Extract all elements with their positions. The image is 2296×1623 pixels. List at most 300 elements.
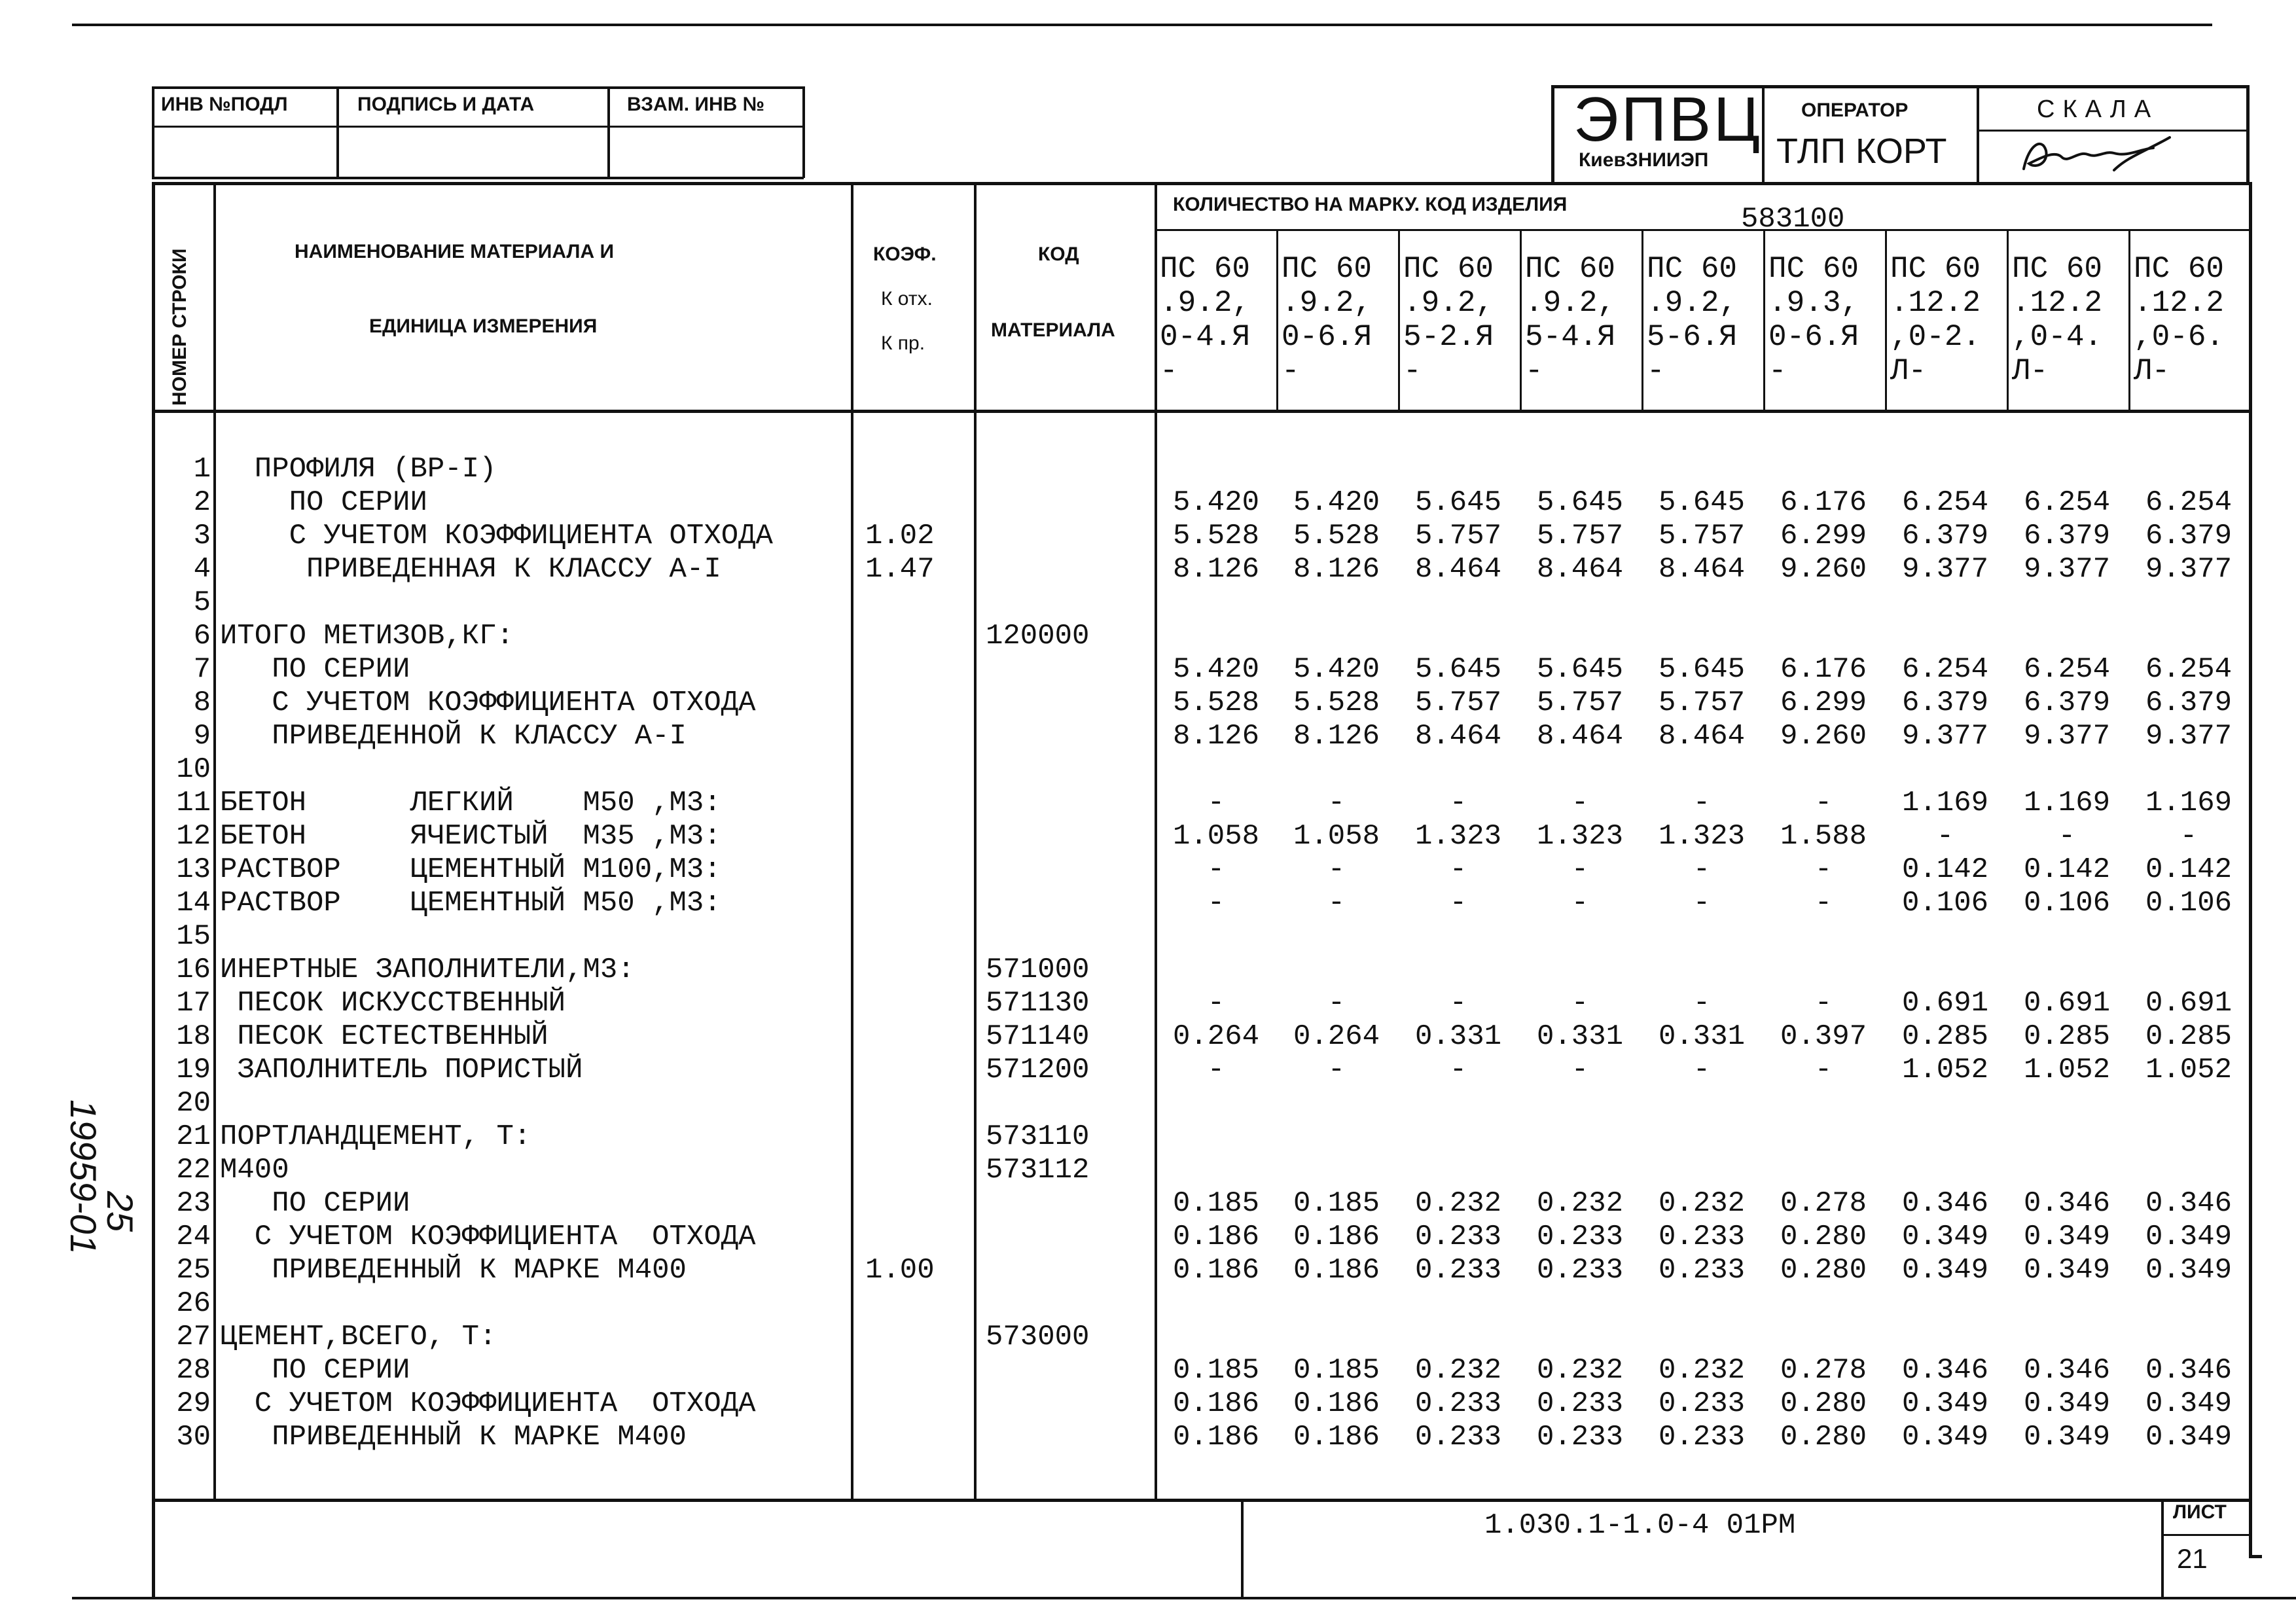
quantity-cell: 6.379 <box>2023 687 2111 719</box>
quantity-cell: 1.169 <box>2023 787 2111 819</box>
material-name: ПО СЕРИИ <box>220 1187 410 1220</box>
material-name: ПЕСОК ИСКУССТВЕННЫЙ <box>220 987 566 1020</box>
row-number: 19 <box>176 1054 211 1086</box>
quantity-cell: 0.186 <box>1172 1221 1260 1253</box>
org-name: ЭПВЦ <box>1573 84 1763 154</box>
material-name: ЦЕМЕНТ,ВСЕГО, Т: <box>220 1321 497 1353</box>
product-column-4-line1: ПС 60 <box>1525 252 1616 286</box>
quantity-cell: 6.254 <box>2145 653 2233 686</box>
material-code: 571140 <box>986 1020 1090 1053</box>
quantity-cell: 0.232 <box>1658 1354 1746 1387</box>
coefficient <box>865 1421 935 1454</box>
product-column-8-line3: ,0-4. <box>2012 320 2103 354</box>
quantity-cell: 0.233 <box>1536 1387 1624 1420</box>
material-codes <box>986 453 1089 1454</box>
quantity-cell: 9.377 <box>2023 553 2111 586</box>
quantity-cell: 5.528 <box>1293 520 1380 552</box>
quantity-cell: 0.106 <box>2023 887 2111 919</box>
coefficient <box>865 486 935 520</box>
row-number: 30 <box>176 1421 211 1454</box>
material-header-line2: ЕДИНИЦА ИЗМЕРЕНИЯ <box>369 315 598 337</box>
quantity-cell: 0.346 <box>2145 1354 2233 1387</box>
material-name: С УЧЕТОМ КОЭФФИЦИЕНТА ОТХОДА <box>220 520 773 552</box>
coefficient: 1.00 <box>865 1254 935 1287</box>
quantity-cell: 0.397 <box>1780 1020 1867 1053</box>
quantity-cell: 0.142 <box>2023 853 2111 886</box>
product-column-6-line3: 0-6.Я <box>1768 320 1859 354</box>
quantity-cell: 0.278 <box>1780 1354 1867 1387</box>
coefficient <box>865 1354 935 1387</box>
quantity-cell: 0.233 <box>1414 1254 1502 1287</box>
product-column-2-line4: - <box>1282 354 1300 388</box>
sheet-number: 21 <box>2177 1543 2208 1574</box>
row-number: 5 <box>193 586 211 619</box>
material-name: ПРИВЕДЕННОЙ К КЛАССУ А-I <box>220 720 687 753</box>
row-number-header: НОМЕР СТРОКИ <box>169 248 190 406</box>
quantity-cell: 0.331 <box>1414 1020 1502 1053</box>
quantity-cell: 0.280 <box>1780 1254 1867 1287</box>
material-code <box>986 887 1089 920</box>
material-code <box>986 1187 1089 1221</box>
material-code <box>986 1387 1089 1421</box>
quantity-cell: 8.464 <box>1658 553 1746 586</box>
quantity-cell: 0.691 <box>2145 987 2233 1020</box>
quantity-cell: 5.757 <box>1536 520 1624 552</box>
quantity-cell: 0.186 <box>1293 1421 1380 1454</box>
coefficient <box>865 1087 935 1120</box>
quantity-cell: - <box>1207 787 1225 819</box>
material-name <box>220 586 773 620</box>
quantity-cell: 0.106 <box>2145 887 2233 919</box>
quantity-cell: 0.186 <box>1172 1387 1260 1420</box>
row-number: 4 <box>193 553 211 586</box>
quantity-cell: 5.645 <box>1414 653 1502 686</box>
quantity-cell: 0.349 <box>2023 1221 2111 1253</box>
quantity-cell: 0.233 <box>1658 1254 1746 1287</box>
quantity-cell: - <box>1571 987 1589 1020</box>
quantity-cell: 6.379 <box>1901 520 1989 552</box>
row-numbers <box>164 453 211 1454</box>
row-number: 12 <box>176 820 211 853</box>
quantity-cell: 0.349 <box>2023 1421 2111 1454</box>
row-number: 29 <box>176 1387 211 1420</box>
coefficient <box>865 653 935 687</box>
quantity-cell: - <box>1693 887 1711 919</box>
row-number: 17 <box>176 987 211 1020</box>
product-column-5-line4: - <box>1647 354 1665 388</box>
quantity-cell: 0.346 <box>2023 1354 2111 1387</box>
quantity-cell: 0.142 <box>1901 853 1989 886</box>
coefficient <box>865 853 935 887</box>
material-code <box>986 920 1089 954</box>
row-number: 9 <box>193 720 211 753</box>
quantity-cell: 0.186 <box>1172 1254 1260 1287</box>
quantity-cell: 0.142 <box>2145 853 2233 886</box>
top-border <box>72 24 2212 26</box>
quantity-cell: 5.645 <box>1658 653 1746 686</box>
row-number: 13 <box>176 853 211 886</box>
product-column-9-line3: ,0-6. <box>2134 320 2225 354</box>
row-number: 1 <box>193 453 211 486</box>
quantity-cell: 0.349 <box>1901 1421 1989 1454</box>
quantity-cell: - <box>1814 987 1833 1020</box>
material-code: 571130 <box>986 987 1090 1020</box>
quantity-cell: 0.331 <box>1536 1020 1624 1053</box>
row-number: 28 <box>176 1354 211 1387</box>
quantity-cell: 9.260 <box>1780 720 1867 753</box>
material-name: ПО СЕРИИ <box>220 486 427 519</box>
row-number: 6 <box>193 620 211 652</box>
quantity-cell: - <box>1693 987 1711 1020</box>
quantity-cell: 8.464 <box>1658 720 1746 753</box>
product-column-3-line4: - <box>1403 354 1422 388</box>
quantity-cell: 0.232 <box>1658 1187 1746 1220</box>
material-name <box>220 1087 773 1120</box>
material-code: 120000 <box>986 620 1090 652</box>
quantity-cell: 0.349 <box>2023 1387 2111 1420</box>
row-number: 21 <box>176 1120 211 1153</box>
bottom-border <box>72 1597 2296 1599</box>
quantity-cell: - <box>1814 787 1833 819</box>
quantity-cell: 0.232 <box>1414 1187 1502 1220</box>
vzam-inv-label: ВЗАМ. ИНВ № <box>627 94 765 115</box>
quantity-cell: 6.379 <box>2145 687 2233 719</box>
quantity-cell: - <box>1571 853 1589 886</box>
quantity-cell: 0.233 <box>1536 1221 1624 1253</box>
quantity-cell: - <box>1207 887 1225 919</box>
row-number: 25 <box>176 1254 211 1287</box>
material-code <box>986 1354 1089 1387</box>
row-number: 2 <box>193 486 211 519</box>
row-number: 3 <box>193 520 211 552</box>
quantity-cell: 0.185 <box>1172 1187 1260 1220</box>
quantity-cell: 6.254 <box>2145 486 2233 519</box>
material-code: 571200 <box>986 1054 1090 1086</box>
product-column-4-line3: 5-4.Я <box>1525 320 1616 354</box>
quantity-cell: 6.299 <box>1780 687 1867 719</box>
material-code: 573110 <box>986 1120 1090 1153</box>
quantity-cell: - <box>1693 1054 1711 1086</box>
material-name: ПРОФИЛЯ (ВР-I) <box>220 453 497 486</box>
coefficient <box>865 1221 935 1254</box>
material-code <box>986 753 1089 787</box>
row-number: 11 <box>176 787 211 819</box>
quantity-cell: 5.757 <box>1414 687 1502 719</box>
material-code <box>986 687 1089 720</box>
quantity-cell: 1.323 <box>1658 820 1746 853</box>
product-column-9-line1: ПС 60 <box>2134 252 2225 286</box>
quantity-cell: 6.379 <box>1901 687 1989 719</box>
quantity-cell: 5.528 <box>1293 687 1380 719</box>
product-column-3-line1: ПС 60 <box>1403 252 1494 286</box>
inv-podl-label: ИНВ №ПОДЛ <box>161 94 288 115</box>
quantity-cell: 0.349 <box>1901 1254 1989 1287</box>
system-label: СКАЛА <box>2037 96 2159 123</box>
quantity-cell: - <box>1449 853 1467 886</box>
product-column-6-line4: - <box>1768 354 1787 388</box>
quantity-cell: 0.185 <box>1293 1354 1380 1387</box>
quantity-cell: - <box>1207 853 1225 886</box>
quantity-cell: 6.379 <box>2145 520 2233 552</box>
quantity-cell: 6.254 <box>2023 653 2111 686</box>
coefficient <box>865 1120 935 1154</box>
material-code <box>986 453 1089 486</box>
quantity-cell: 6.379 <box>2023 520 2111 552</box>
material-code <box>986 486 1089 520</box>
quantity-cell: 0.691 <box>1901 987 1989 1020</box>
material-name <box>220 1287 773 1321</box>
product-column-6-line1: ПС 60 <box>1768 252 1859 286</box>
quantity-cell: 0.233 <box>1658 1221 1746 1253</box>
row-number: 14 <box>176 887 211 919</box>
quantity-cell: - <box>1814 887 1833 919</box>
quantity-cell: - <box>1814 853 1833 886</box>
quantity-cell: 8.126 <box>1172 720 1260 753</box>
row-number: 26 <box>176 1287 211 1320</box>
quantity-cell: 0.346 <box>2023 1187 2111 1220</box>
material-name <box>220 920 773 954</box>
product-column-2-line1: ПС 60 <box>1282 252 1372 286</box>
row-number: 20 <box>176 1087 211 1120</box>
quantity-cell: - <box>1207 987 1225 1020</box>
product-code: 583100 <box>1741 203 1845 236</box>
material-code <box>986 720 1089 753</box>
quantity-cell: - <box>1207 1054 1225 1086</box>
code-header-line2: МАТЕРИАЛА <box>991 319 1115 341</box>
coefficient: 1.47 <box>865 553 935 586</box>
material-code <box>986 1421 1089 1454</box>
quantity-cell: 5.420 <box>1293 653 1380 686</box>
coefficient <box>865 720 935 753</box>
quantity-cell: 0.349 <box>1901 1221 1989 1253</box>
operator-value: ТЛП КОРТ <box>1776 132 1947 171</box>
quantity-cell: - <box>1571 787 1589 819</box>
quantity-cell: 0.264 <box>1172 1020 1260 1053</box>
quantity-cell: 0.106 <box>1901 887 1989 919</box>
product-column-5-line2: .9.2, <box>1647 286 1738 320</box>
coefficient <box>865 453 935 486</box>
row-number: 18 <box>176 1020 211 1053</box>
coefficient <box>865 920 935 954</box>
quantity-cell: 0.349 <box>2145 1421 2233 1454</box>
quantity-cell: 0.285 <box>2145 1020 2233 1053</box>
quantity-cell: 0.233 <box>1414 1421 1502 1454</box>
material-code: 571000 <box>986 954 1090 986</box>
quantity-cell: 0.264 <box>1293 1020 1380 1053</box>
quantity-cell: - <box>1449 1054 1467 1086</box>
quantity-cell: 1.169 <box>1901 787 1989 819</box>
quantity-cell: 9.377 <box>2145 720 2233 753</box>
quantity-cell: 8.126 <box>1293 553 1380 586</box>
coefficient <box>865 954 935 987</box>
material-name: РАСТВОР ЦЕМЕНТНЫЙ М50 ,М3: <box>220 887 721 919</box>
product-column-1-line3: 0-4.Я <box>1160 320 1251 354</box>
material-name: БЕТОН ЛЕГКИЙ М50 ,М3: <box>220 787 721 819</box>
coefficient <box>865 620 935 653</box>
material-name: ИНЕРТНЫЕ ЗАПОЛНИТЕЛИ,М3: <box>220 954 635 986</box>
product-column-7-line2: .12.2 <box>1890 286 1981 320</box>
quantity-cell: 1.058 <box>1293 820 1380 853</box>
quantity-cell: 0.185 <box>1172 1354 1260 1387</box>
quantity-cell: 0.186 <box>1293 1221 1380 1253</box>
coef-header-line3: К пр. <box>881 332 925 354</box>
coefficient <box>865 1154 935 1187</box>
quantity-cell: 0.233 <box>1414 1221 1502 1253</box>
quantity-cell: 1.052 <box>1901 1054 1989 1086</box>
product-column-9-line4: Л- <box>2134 354 2170 388</box>
row-number: 8 <box>193 687 211 719</box>
quantity-cell: 8.464 <box>1414 553 1502 586</box>
quantity-cell: 5.645 <box>1658 486 1746 519</box>
quantity-cell: 5.420 <box>1293 486 1380 519</box>
product-column-6-line2: .9.3, <box>1768 286 1859 320</box>
material-code <box>986 1254 1089 1287</box>
quantity-cell: 1.052 <box>2145 1054 2233 1086</box>
material-name: ПО СЕРИИ <box>220 653 410 686</box>
quantity-cell: 0.278 <box>1780 1187 1867 1220</box>
product-column-2-line3: 0-6.Я <box>1282 320 1372 354</box>
sheet-label: ЛИСТ <box>2173 1501 2227 1523</box>
quantity-cell: 0.349 <box>2023 1254 2111 1287</box>
material-name: ИТОГО МЕТИЗОВ,КГ: <box>220 620 514 652</box>
material-name: С УЧЕТОМ КОЭФФИЦИЕНТА ОТХОДА <box>220 1221 756 1253</box>
coefficient <box>865 1054 935 1087</box>
quantity-cell: 9.377 <box>2023 720 2111 753</box>
row-number: 16 <box>176 954 211 986</box>
quantity-cell: - <box>1327 787 1346 819</box>
quantity-cell: - <box>2058 820 2076 853</box>
coef-header-line1: КОЭФ. <box>873 243 937 265</box>
quantity-cell: 0.285 <box>1901 1020 1989 1053</box>
quantity-cell: 1.323 <box>1414 820 1502 853</box>
quantity-cell: - <box>1936 820 1954 853</box>
quantity-cell: 0.232 <box>1414 1354 1502 1387</box>
row-number: 23 <box>176 1187 211 1220</box>
material-name: РАСТВОР ЦЕМЕНТНЫЙ М100,М3: <box>220 853 721 886</box>
quantity-cell: 0.233 <box>1658 1387 1746 1420</box>
quantity-cell: - <box>1327 853 1346 886</box>
material-names <box>220 453 773 1454</box>
coefficient <box>865 987 935 1020</box>
material-header-line1: НАИМЕНОВАНИЕ МАТЕРИАЛА И <box>295 241 615 262</box>
quantity-cell: 0.346 <box>1901 1354 1989 1387</box>
quantity-cell: 0.691 <box>2023 987 2111 1020</box>
quantity-cell: - <box>1449 887 1467 919</box>
quantity-cell: 8.464 <box>1414 720 1502 753</box>
quantity-cell: 1.058 <box>1172 820 1260 853</box>
coefficient <box>865 787 935 820</box>
org-sub: КиевЗНИИЭП <box>1579 149 1709 171</box>
row-number: 27 <box>176 1321 211 1353</box>
quantity-cell: 0.233 <box>1536 1254 1624 1287</box>
quantity-cell: 1.169 <box>2145 787 2233 819</box>
quantity-cell: 6.254 <box>2023 486 2111 519</box>
row-number: 7 <box>193 653 211 686</box>
quantity-cell: 0.280 <box>1780 1387 1867 1420</box>
quantity-cell: 1.052 <box>2023 1054 2111 1086</box>
quantity-cell: 0.233 <box>1414 1387 1502 1420</box>
quantity-cell: 0.233 <box>1536 1421 1624 1454</box>
quantity-cell: 0.349 <box>2145 1387 2233 1420</box>
quantity-cell: - <box>1449 987 1467 1020</box>
podpis-data-label: ПОДПИСЬ И ДАТА <box>357 94 535 115</box>
archive-number: 19959-01 <box>63 1099 104 1255</box>
quantity-cell: 6.299 <box>1780 520 1867 552</box>
quantity-cell: 9.377 <box>1901 553 1989 586</box>
product-column-3-line2: .9.2, <box>1403 286 1494 320</box>
material-code <box>986 820 1089 853</box>
quantity-cell: 0.285 <box>2023 1020 2111 1053</box>
material-code <box>986 1087 1089 1120</box>
product-column-4-line2: .9.2, <box>1525 286 1616 320</box>
coefficient <box>865 687 935 720</box>
material-name: БЕТОН ЯЧЕИСТЫЙ М35 ,М3: <box>220 820 721 853</box>
quantity-cell: 5.757 <box>1658 687 1746 719</box>
quantity-cell: 1.323 <box>1536 820 1624 853</box>
quantity-cell: - <box>1449 787 1467 819</box>
quantity-cell: 0.346 <box>2145 1187 2233 1220</box>
material-code <box>986 586 1089 620</box>
material-name: ЗАПОЛНИТЕЛЬ ПОРИСТЫЙ <box>220 1054 583 1086</box>
product-column-2-line2: .9.2, <box>1282 286 1372 320</box>
quantity-cell: 0.185 <box>1293 1187 1380 1220</box>
quantity-cell: 0.232 <box>1536 1187 1624 1220</box>
quantity-cell: 5.528 <box>1172 520 1260 552</box>
coefficient <box>865 1287 935 1321</box>
row-number: 22 <box>176 1154 211 1186</box>
coefficient: 1.02 <box>865 520 935 552</box>
material-name: ПО СЕРИИ <box>220 1354 410 1387</box>
quantity-cell: - <box>1814 1054 1833 1086</box>
product-column-7-line1: ПС 60 <box>1890 252 1981 286</box>
material-name: С УЧЕТОМ КОЭФФИЦИЕНТА ОТХОДА <box>220 1387 756 1420</box>
material-name: С УЧЕТОМ КОЭФФИЦИЕНТА ОТХОДА <box>220 687 756 719</box>
material-code <box>986 553 1089 586</box>
product-column-9-line2: .12.2 <box>2134 286 2225 320</box>
quantity-cell: 6.254 <box>1901 486 1989 519</box>
quantity-cell: - <box>1693 787 1711 819</box>
quantity-cell: 0.331 <box>1658 1020 1746 1053</box>
product-column-4-line4: - <box>1525 354 1543 388</box>
quantity-cell: 0.280 <box>1780 1421 1867 1454</box>
quantity-cell: - <box>1327 887 1346 919</box>
coefficient <box>865 586 935 620</box>
operator-label: ОПЕРАТОР <box>1801 99 1909 121</box>
quantity-cell: 5.420 <box>1172 486 1260 519</box>
quantity-values <box>1157 453 2249 1474</box>
coefficient <box>865 820 935 853</box>
quantity-cell: - <box>1571 887 1589 919</box>
product-column-8-line4: Л- <box>2012 354 2049 388</box>
coefficients <box>865 453 935 1454</box>
product-column-1-line1: ПС 60 <box>1160 252 1251 286</box>
product-column-5-line1: ПС 60 <box>1647 252 1738 286</box>
page-number: 25 <box>99 1191 141 1232</box>
quantity-cell: 1.588 <box>1780 820 1867 853</box>
code-header-line1: КОД <box>1038 243 1079 265</box>
coefficient <box>865 887 935 920</box>
coefficient <box>865 1187 935 1221</box>
material-code <box>986 1221 1089 1254</box>
quantity-cell: 5.528 <box>1172 687 1260 719</box>
quantity-cell: 5.757 <box>1536 687 1624 719</box>
material-name: ПРИВЕДЕННЫЙ К МАРКЕ М400 <box>220 1254 687 1287</box>
material-code <box>986 787 1089 820</box>
material-name: ПЕСОК ЕСТЕСТВЕННЫЙ <box>220 1020 548 1053</box>
material-code <box>986 653 1089 687</box>
material-code: 573000 <box>986 1321 1090 1353</box>
quantity-cell: 9.377 <box>1901 720 1989 753</box>
